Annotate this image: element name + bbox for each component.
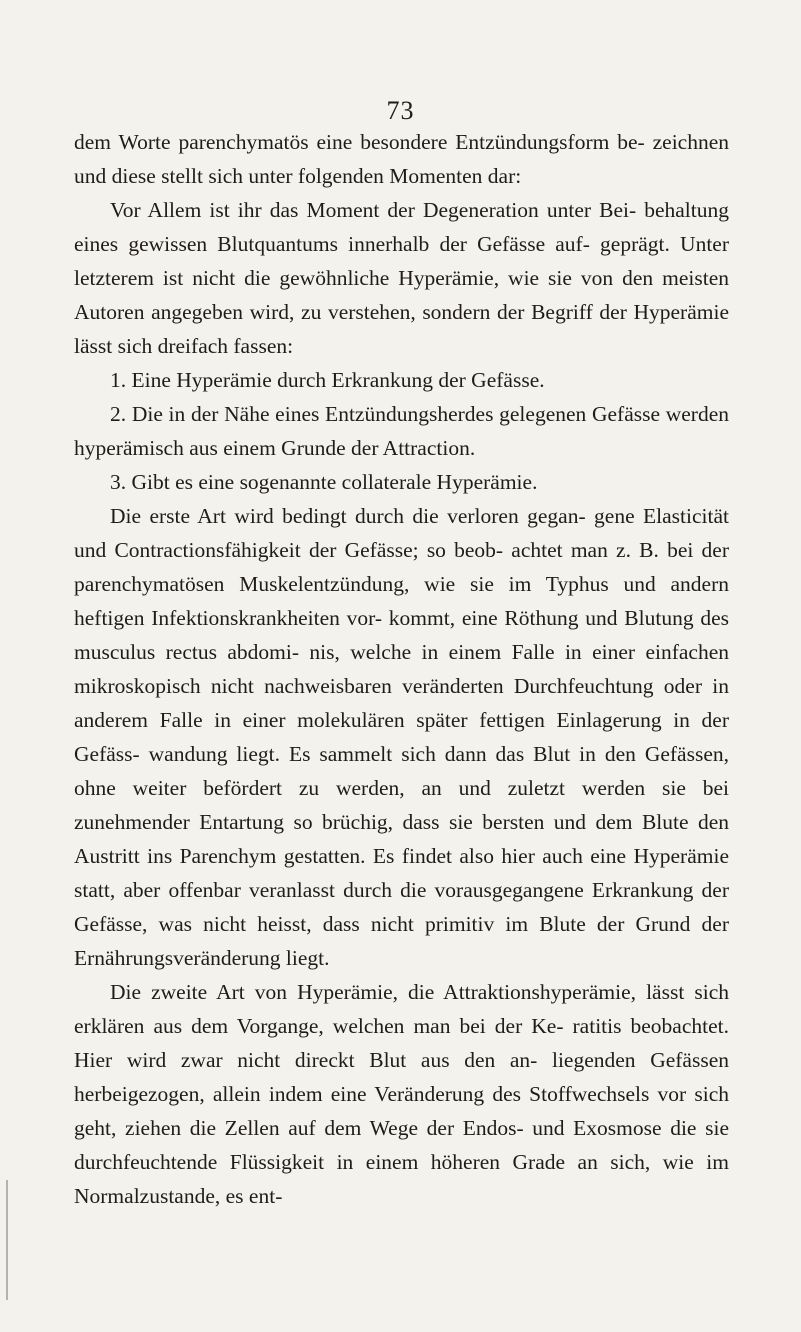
paragraph: dem Worte parenchymatös eine besondere Entzündungsform be- zeichnen und diese stellt sich unter folgenden Momenten dar:	[74, 130, 729, 188]
list-item: 2. Die in der Nähe eines Entzündungsherdes gelegenen Gefässe werden hyperämisch aus einem Grunde der Attraction.	[74, 402, 729, 460]
list-item: 3. Gibt es eine sogenannte collaterale Hyperämie.	[110, 470, 538, 494]
page-number: 73	[386, 96, 415, 125]
paragraph: Die erste Art wird bedingt durch die verloren gegan- gene Elasticität und Contractionsfähigkeit der Gefässe; so beob- achtet man z. B. bei der parenchymatösen Muskelentzündung, wie sie im Typhus und andern heftigen Infektionskrankheiten vor- kommt, eine Röthung und Blutung des musculus rectus abdomi- nis, welche in einem Falle in einer einfachen mikroskopisch nicht nachweisbaren veränderten Durchfeuchtung oder in anderem Falle in einer molekulären später fettigen Einlagerung in der Gefäss- wandung liegt. Es sammelt sich dann das Blut in den Gefässen, ohne weiter befördert zu werden, an und zuletzt werden sie bei zunehmender Entartung so brüchig, dass sie bersten und dem Blute den Austritt ins Parenchym gestatten. Es findet also hier auch eine Hyperämie statt, aber offenbar veranlasst durch die vorausgegangene Erkrankung der Gefässe, was nicht heisst, dass nicht primitiv im Blute der Grund der Ernährungsveränderung liegt.	[74, 504, 729, 970]
list-item: 1. Eine Hyperämie durch Erkrankung der Gefässe.	[110, 368, 545, 392]
paragraph: Die zweite Art von Hyperämie, die Attraktionshyperämie, lässt sich erklären aus dem Vorgange, welchen man bei der Ke- ratitis beobachtet. Hier wird zwar nicht direckt Blut aus den an- liegenden Gefässen herbeigezogen, allein indem eine Veränderung des Stoffwechsels vor sich geht, ziehen die Zellen auf dem Wege der Endos- und Exosmose die sie durchfeuchtende Flüssigkeit in einem höheren Grade an sich, wie im Normalzustande, es ent-	[74, 980, 729, 1208]
paragraph: Vor Allem ist ihr das Moment der Degeneration unter Bei- behaltung eines gewissen Blutquantums innerhalb der Gefässe auf- geprägt. Unter letzterem ist nicht die gewöhnliche Hyperämie, wie sie von den meisten Autoren angegeben wird, zu verstehen, sondern der Begriff der Hyperämie lässt sich dreifach fassen:	[74, 198, 729, 358]
body-text	[74, 125, 729, 1213]
page-edge-shadow	[6, 1180, 8, 1300]
